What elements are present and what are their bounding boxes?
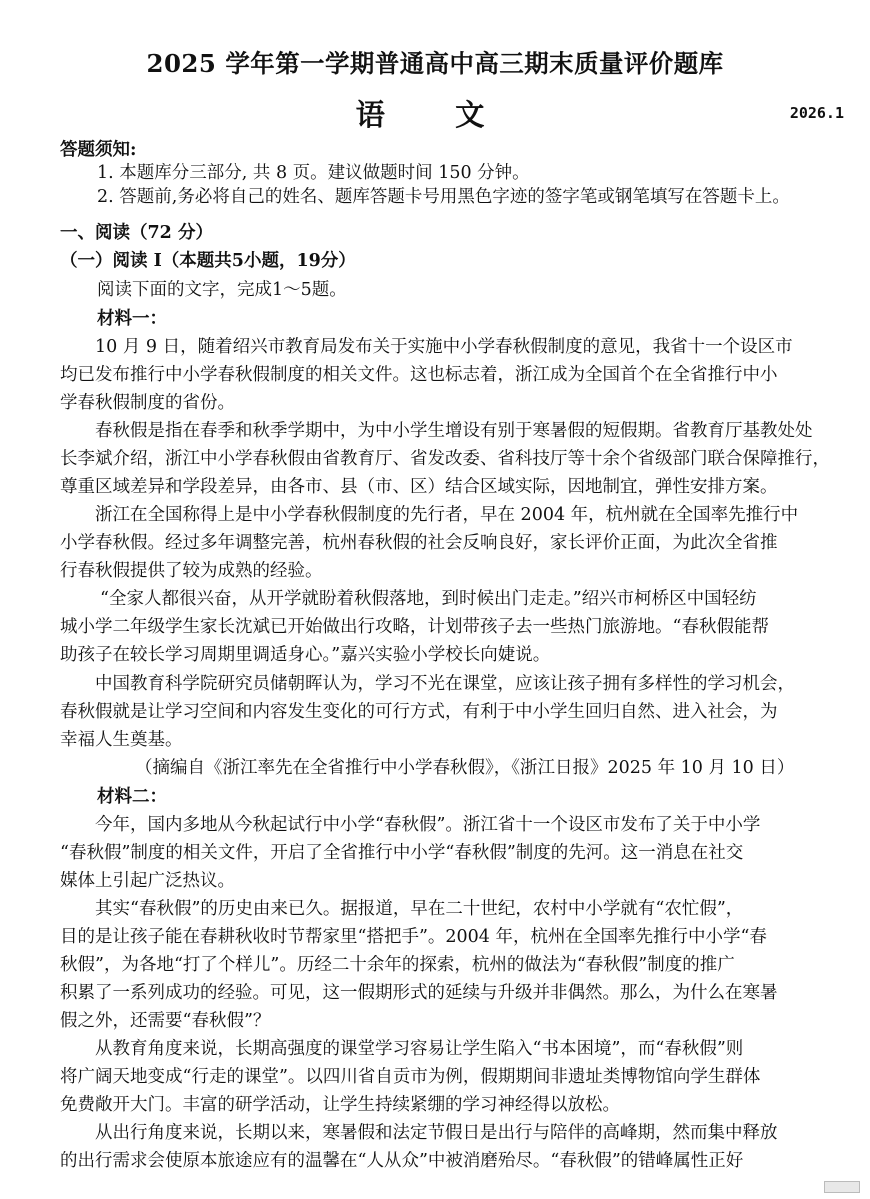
instruction-item: 1. 本题库分三部分, 共 8 页。建议做题时间 150 分钟。 <box>97 163 530 183</box>
paragraph-line: 秋假”，为各地“打了个样儿”。历经二十余年的探索，杭州的做法为“春秋假”制度的推广 <box>60 955 735 975</box>
paragraph-line: 浙江在全国称得上是中小学春秋假制度的先行者，早在 2004 年，杭州就在全国率先推行中 <box>95 505 799 525</box>
paragraph-line: 其实“春秋假”的历史由来已久。据报道，早在二十世纪，农村中小学就有“农忙假”， <box>95 899 744 919</box>
paragraph-line: 免费敞开大门。丰富的研学活动，让学生持续紧绷的学习神经得以放松。 <box>60 1095 620 1115</box>
paragraph-line: 将广阔天地变成“行走的课堂”。以四川省自贡市为例，假期期间非遗址类博物馆向学生群体 <box>60 1067 761 1087</box>
paragraph-line: 从出行角度来说，长期以来，寒暑假和法定节假日是出行与陪伴的高峰期，然而集中释放 <box>95 1123 778 1143</box>
instruction-item: 2. 答题前,务必将自己的姓名、题库答题卡号用黑色字迹的签字笔或钢笔填写在答题卡上。 <box>97 187 790 207</box>
paragraph-line: 幸福人生奠基。 <box>60 730 183 750</box>
paragraph-line: 目的是让孩子能在春耕秋收时节帮家里“搭把手”。2004 年，杭州在全国率先推行中小学“春 <box>60 927 767 947</box>
paragraph-line: 尊重区域差异和学段差异，由各市、县（市、区）结合区域实际，因地制宜，弹性安排方案。 <box>60 477 778 497</box>
instructions-heading: 答题须知: <box>60 140 137 160</box>
paragraph-line: 从教育角度来说，长期高强度的课堂学习容易让学生陷入“书本困境”，而“春秋假”则 <box>95 1039 744 1059</box>
paragraph-line: 春秋假就是让学习空间和内容发生变化的可行方式，有利于中小学生回归自然、进入社会，为 <box>60 702 778 722</box>
section-heading: 一、阅读（72 分） <box>60 223 213 243</box>
paragraph-line: 助孩子在较长学习周期里调适身心。”嘉兴实验小学校长向婕说。 <box>60 645 551 665</box>
paragraph-line: “全家人都很兴奋，从开学就盼着秋假落地，到时候出门走走。”绍兴市柯桥区中国轻纺 <box>100 589 757 609</box>
paragraph-line: 学春秋假制度的省份。 <box>60 393 235 413</box>
exam-date: 2026.1 <box>789 104 844 122</box>
material-label: 材料二： <box>97 787 167 807</box>
paragraph-line: 积累了一系列成功的经验。可见，这一假期形式的延续与升级并非偶然。那么，为什么在寒暑 <box>60 983 778 1003</box>
paragraph-line: “春秋假”制度的相关文件，开启了全省推行中小学“春秋假”制度的先河。这一消息在社交 <box>60 843 744 863</box>
paragraph-line: 春秋假是指在春季和秋季学期中，为中小学生增设有别于寒暑假的短假期。省教育厅基教处处 <box>95 421 813 441</box>
paragraph-line: 的出行需求会使原本旅途应有的温馨在“人从众”中被消磨殆尽。“春秋假”的错峰属性正好 <box>60 1151 744 1171</box>
watermark-logo <box>824 1181 860 1193</box>
subject-title: 语 文 <box>355 97 515 132</box>
paragraph-line: 城小学二年级学生家长沈斌已开始做出行攻略，计划带孩子去一些热门旅游地。“春秋假能帮 <box>60 617 769 637</box>
paragraph-line: 媒体上引起广泛热议。 <box>60 871 235 891</box>
paragraph-line: 行春秋假提供了较为成熟的经验。 <box>60 561 323 581</box>
section-subheading: （一）阅读 I（本题共5小题，19分） <box>60 251 356 271</box>
paragraph-line: 长李斌介绍，浙江中小学春秋假由省教育厅、省发改委、省科技厅等十余个省级部门联合保障推行， <box>60 449 830 469</box>
exam-title: 2025 学年第一学期普通高中高三期末质量评价题库 <box>146 49 724 78</box>
material-label: 材料一： <box>97 309 167 329</box>
paragraph-line: 小学春秋假。经过多年调整完善，杭州春秋假的社会反响良好，家长评价正面，为此次全省推 <box>60 533 778 553</box>
paragraph-line: 均已发布推行中小学春秋假制度的相关文件。这也标志着，浙江成为全国首个在全省推行中小 <box>60 365 778 385</box>
section-directive: 阅读下面的文字，完成1～5题。 <box>97 280 347 300</box>
material-source: （摘编自《浙江率先在全省推行中小学春秋假》，《浙江日报》2025 年 10 月 10 日） <box>135 758 795 778</box>
paragraph-line: 10 月 9 日，随着绍兴市教育局发布关于实施中小学春秋假制度的意见，我省十一个设区市 <box>95 337 793 357</box>
paragraph-line: 今年，国内多地从今秋起试行中小学“春秋假”。浙江省十一个设区市发布了关于中小学 <box>95 815 761 835</box>
paragraph-line: 中国教育科学院研究员储朝晖认为，学习不光在课堂，应该让孩子拥有多样性的学习机会， <box>95 674 795 694</box>
paragraph-line: 假之外，还需要“春秋假”？ <box>60 1011 271 1031</box>
